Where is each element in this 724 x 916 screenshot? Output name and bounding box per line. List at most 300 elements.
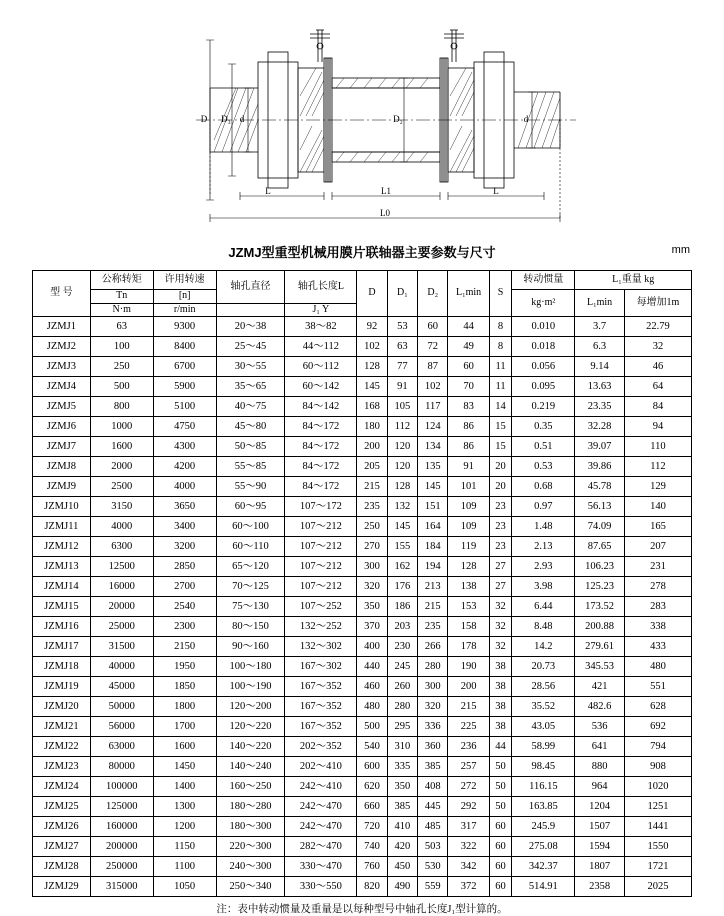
cell-wmin: 1594 [575,837,625,857]
cell-D1: 335 [387,757,417,777]
cell-borelen: 132～252 [285,617,357,637]
cell-torque: 20000 [90,597,153,617]
cell-speed: 3650 [153,497,216,517]
cell-wadd: 207 [624,537,691,557]
cell-inertia: 58.99 [512,737,575,757]
cell-D: 205 [357,457,387,477]
cell-model: JZMJ27 [33,837,91,857]
cell-torque: 100 [90,337,153,357]
cell-borelen: 202～352 [285,737,357,757]
cell-S: 38 [489,657,512,677]
cell-D1: 120 [387,457,417,477]
cell-L1min: 101 [448,477,489,497]
cell-D2: 360 [418,737,448,757]
cell-model: JZMJ25 [33,797,91,817]
cell-bore: 90～160 [216,637,285,657]
table-row [33,617,692,637]
cell-torque: 80000 [90,757,153,777]
cell-borelen: 167～352 [285,697,357,717]
cell-inertia: 2.13 [512,537,575,557]
cell-L1min: 372 [448,877,489,897]
cell-inertia: 0.35 [512,417,575,437]
table-row [33,537,692,557]
cell-inertia: 0.056 [512,357,575,377]
cell-speed: 9300 [153,317,216,337]
cell-D: 128 [357,357,387,377]
cell-wmin: 2358 [575,877,625,897]
cell-S: 14 [489,397,512,417]
cell-bore: 60～110 [216,537,285,557]
cell-model: JZMJ1 [33,317,91,337]
table-row [33,517,692,537]
cell-L1min: 272 [448,777,489,797]
table-row [33,437,692,457]
cell-model: JZMJ28 [33,857,91,877]
cell-L1min: 292 [448,797,489,817]
cell-D: 92 [357,317,387,337]
cell-D1: 91 [387,377,417,397]
cell-speed: 1150 [153,837,216,857]
cell-D1: 145 [387,517,417,537]
cell-L1min: 60 [448,357,489,377]
cell-S: 32 [489,597,512,617]
table-head [33,271,692,317]
cell-wadd: 278 [624,577,691,597]
table-row [33,717,692,737]
unit-label: mm [671,244,690,256]
cell-S: 20 [489,457,512,477]
table-row [33,477,692,497]
cell-speed: 1700 [153,717,216,737]
cell-inertia: 116.15 [512,777,575,797]
cell-D1: 420 [387,837,417,857]
cell-L1min: 178 [448,637,489,657]
cell-borelen: 84～172 [285,457,357,477]
cell-L1min: 91 [448,457,489,477]
cell-wadd: 22.79 [624,317,691,337]
cell-L1min: 109 [448,497,489,517]
cell-D1: 230 [387,637,417,657]
cell-model: JZMJ7 [33,437,91,457]
cell-S: 60 [489,817,512,837]
cell-D: 400 [357,637,387,657]
cell-wmin: 13.63 [575,377,625,397]
cell-inertia: 0.53 [512,457,575,477]
cell-torque: 250000 [90,857,153,877]
cell-D: 102 [357,337,387,357]
cell-S: 60 [489,857,512,877]
cell-D2: 280 [418,657,448,677]
cell-wmin: 1807 [575,857,625,877]
col-weight-min: L₁min [575,290,625,317]
col-speed: 许用转速 [153,271,216,290]
table-row [33,357,692,377]
cell-D1: 63 [387,337,417,357]
cell-speed: 1300 [153,797,216,817]
cell-wmin: 3.7 [575,317,625,337]
cell-D2: 503 [418,837,448,857]
cell-bore: 75～130 [216,597,285,617]
cell-model: JZMJ8 [33,457,91,477]
cell-D1: 410 [387,817,417,837]
cell-D: 300 [357,557,387,577]
cell-torque: 1000 [90,417,153,437]
col-weight-add: 每增加1m [624,290,691,317]
cell-D1: 450 [387,857,417,877]
table-row [33,457,692,477]
coupling-drawing-svg [0,0,724,240]
cell-borelen: 84～172 [285,437,357,457]
table-row [33,797,692,817]
col-torque-sym: Tn [90,290,153,304]
cell-S: 11 [489,377,512,397]
cell-wmin: 106.23 [575,557,625,577]
cell-S: 50 [489,757,512,777]
col-speed-unit: r/min [153,303,216,317]
table-note: 注：表中转动惯量及重量是以每种型号中轴孔长度J₁型计算的。 [216,904,508,915]
cell-L1min: 200 [448,677,489,697]
cell-D1: 245 [387,657,417,677]
cell-model: JZMJ29 [33,877,91,897]
cell-L1min: 44 [448,317,489,337]
cell-bore: 70～125 [216,577,285,597]
cell-S: 38 [489,697,512,717]
dim-label-L-left: L [265,186,271,196]
col-inertia-unit: kg·m² [512,290,575,317]
cell-wadd: 110 [624,437,691,457]
cell-bore: 120～200 [216,697,285,717]
cell-D2: 60 [418,317,448,337]
cell-D2: 485 [418,817,448,837]
cell-D2: 184 [418,537,448,557]
cell-speed: 5900 [153,377,216,397]
cell-D2: 408 [418,777,448,797]
cell-D: 320 [357,577,387,597]
cell-inertia: 28.56 [512,677,575,697]
cell-D: 145 [357,377,387,397]
cell-L1min: 70 [448,377,489,397]
cell-torque: 315000 [90,877,153,897]
dim-label-L1: L1 [381,186,391,196]
cell-wadd: 2025 [624,877,691,897]
table-row [33,317,692,337]
cell-D2: 530 [418,857,448,877]
cell-D2: 164 [418,517,448,537]
cell-wmin: 421 [575,677,625,697]
cell-model: JZMJ18 [33,657,91,677]
cell-model: JZMJ9 [33,477,91,497]
cell-D1: 350 [387,777,417,797]
cell-torque: 6300 [90,537,153,557]
col-bore-dia-sub [216,303,285,317]
cell-speed: 4000 [153,477,216,497]
cell-D: 200 [357,437,387,457]
cell-inertia: 0.095 [512,377,575,397]
cell-D2: 385 [418,757,448,777]
cell-borelen: 282～470 [285,837,357,857]
cell-wmin: 1507 [575,817,625,837]
cell-torque: 45000 [90,677,153,697]
cell-wmin: 173.52 [575,597,625,617]
cell-inertia: 0.010 [512,317,575,337]
cell-bore: 35～65 [216,377,285,397]
cell-D: 460 [357,677,387,697]
cell-speed: 1450 [153,757,216,777]
cell-speed: 3400 [153,517,216,537]
table-row [33,677,692,697]
cell-borelen: 167～352 [285,677,357,697]
cell-borelen: 202～410 [285,757,357,777]
table-row [33,637,692,657]
cell-speed: 1600 [153,737,216,757]
cell-torque: 31500 [90,637,153,657]
cell-D2: 336 [418,717,448,737]
cell-model: JZMJ16 [33,617,91,637]
cell-speed: 1100 [153,857,216,877]
cell-wadd: 1020 [624,777,691,797]
table-row [33,597,692,617]
cell-D1: 132 [387,497,417,517]
col-S: S [489,271,512,317]
cell-D1: 186 [387,597,417,617]
cell-S: 8 [489,317,512,337]
cell-wmin: 39.07 [575,437,625,457]
cell-torque: 25000 [90,617,153,637]
cell-inertia: 35.52 [512,697,575,717]
cell-inertia: 2.93 [512,557,575,577]
cell-D1: 162 [387,557,417,577]
cell-borelen: 84～142 [285,397,357,417]
cell-speed: 1050 [153,877,216,897]
cell-S: 15 [489,437,512,457]
table-row [33,337,692,357]
cell-L1min: 128 [448,557,489,577]
cell-borelen: 330～550 [285,877,357,897]
cell-wmin: 125.23 [575,577,625,597]
cell-wadd: 908 [624,757,691,777]
cell-bore: 50～85 [216,437,285,457]
col-bore-len: 轴孔长度L [285,271,357,304]
cell-borelen: 242～410 [285,777,357,797]
cell-inertia: 0.018 [512,337,575,357]
cell-bore: 30～55 [216,357,285,377]
cell-torque: 1600 [90,437,153,457]
cell-borelen: 107～212 [285,557,357,577]
cell-borelen: 107～212 [285,537,357,557]
cell-model: JZMJ10 [33,497,91,517]
assembly-drawing [0,0,724,240]
cell-model: JZMJ15 [33,597,91,617]
cell-L1min: 86 [448,437,489,457]
cell-wmin: 39.86 [575,457,625,477]
cell-bore: 100～190 [216,677,285,697]
cell-wadd: 64 [624,377,691,397]
cell-L1min: 138 [448,577,489,597]
cell-L1min: 322 [448,837,489,857]
cell-model: JZMJ23 [33,757,91,777]
cell-borelen: 60～112 [285,357,357,377]
col-torque-unit: N·m [90,303,153,317]
cell-S: 50 [489,797,512,817]
cell-borelen: 132～302 [285,637,357,657]
cell-bore: 40～75 [216,397,285,417]
cell-speed: 8400 [153,337,216,357]
cell-torque: 40000 [90,657,153,677]
table-row [33,577,692,597]
cell-D: 480 [357,697,387,717]
table-row [33,417,692,437]
cell-D1: 385 [387,797,417,817]
cell-D1: 176 [387,577,417,597]
cell-D: 350 [357,597,387,617]
cell-S: 20 [489,477,512,497]
cell-inertia: 1.48 [512,517,575,537]
cell-borelen: 44～112 [285,337,357,357]
cell-S: 32 [489,637,512,657]
cell-speed: 1850 [153,677,216,697]
table-row [33,837,692,857]
cell-bore: 45～80 [216,417,285,437]
cell-D2: 102 [418,377,448,397]
cell-D: 370 [357,617,387,637]
col-D: D [357,271,387,317]
cell-S: 23 [489,517,512,537]
cell-wmin: 536 [575,717,625,737]
cell-wadd: 46 [624,357,691,377]
cell-S: 11 [489,357,512,377]
cell-bore: 60～100 [216,517,285,537]
cell-wmin: 32.28 [575,417,625,437]
cell-D1: 128 [387,477,417,497]
cell-borelen: 60～142 [285,377,357,397]
cell-model: JZMJ24 [33,777,91,797]
cell-bore: 160～250 [216,777,285,797]
cell-torque: 63000 [90,737,153,757]
cell-D2: 235 [418,617,448,637]
cell-bore: 55～85 [216,457,285,477]
cell-D1: 295 [387,717,417,737]
cell-model: JZMJ22 [33,737,91,757]
cell-bore: 60～95 [216,497,285,517]
cell-S: 23 [489,537,512,557]
cell-wadd: 628 [624,697,691,717]
cell-inertia: 514.91 [512,877,575,897]
cell-wadd: 94 [624,417,691,437]
cell-speed: 1400 [153,777,216,797]
table-row [33,737,692,757]
cell-wadd: 692 [624,717,691,737]
cell-S: 38 [489,677,512,697]
cell-inertia: 14.2 [512,637,575,657]
cell-bore: 120～220 [216,717,285,737]
cell-S: 27 [489,577,512,597]
col-L1min: L₁min [448,271,489,317]
cell-D2: 213 [418,577,448,597]
cell-D: 540 [357,737,387,757]
dim-label-D3: D₃ [221,114,231,124]
table-row [33,697,692,717]
cell-inertia: 342.37 [512,857,575,877]
col-D1: D₁ [387,271,417,317]
cell-D: 600 [357,757,387,777]
cell-D: 250 [357,517,387,537]
cell-model: JZMJ12 [33,537,91,557]
cell-bore: 180～300 [216,817,285,837]
cell-speed: 2540 [153,597,216,617]
cell-D1: 105 [387,397,417,417]
cell-wadd: 129 [624,477,691,497]
cell-wadd: 231 [624,557,691,577]
cell-bore: 80～150 [216,617,285,637]
cell-D2: 72 [418,337,448,357]
cell-wmin: 964 [575,777,625,797]
cell-wmin: 56.13 [575,497,625,517]
cell-S: 38 [489,717,512,737]
cell-wmin: 482.6 [575,697,625,717]
cell-wmin: 23.35 [575,397,625,417]
cell-torque: 63 [90,317,153,337]
cell-speed: 6700 [153,357,216,377]
cell-wadd: 1721 [624,857,691,877]
table-row [33,817,692,837]
cell-D2: 300 [418,677,448,697]
cell-inertia: 0.51 [512,437,575,457]
cell-bore: 100～180 [216,657,285,677]
cell-borelen: 107～212 [285,577,357,597]
cell-L1min: 317 [448,817,489,837]
cell-D: 740 [357,837,387,857]
cell-D: 820 [357,877,387,897]
cell-wadd: 112 [624,457,691,477]
dim-label-L0: L0 [380,208,390,218]
col-weight-group: L₁重量 kg [575,271,692,290]
cell-wmin: 74.09 [575,517,625,537]
cell-model: JZMJ5 [33,397,91,417]
cell-D1: 310 [387,737,417,757]
cell-wmin: 45.78 [575,477,625,497]
cell-L1min: 86 [448,417,489,437]
dim-label-L-right: L [493,186,499,196]
cell-torque: 200000 [90,837,153,857]
col-bore-len-sub: J₁ Y [285,303,357,317]
cell-L1min: 190 [448,657,489,677]
title-row [0,242,724,266]
cell-inertia: 275.08 [512,837,575,857]
cell-inertia: 8.48 [512,617,575,637]
cell-D2: 194 [418,557,448,577]
cell-inertia: 0.68 [512,477,575,497]
cell-D: 235 [357,497,387,517]
cell-model: JZMJ3 [33,357,91,377]
table-row [33,557,692,577]
cell-D2: 87 [418,357,448,377]
cell-L1min: 153 [448,597,489,617]
cell-torque: 160000 [90,817,153,837]
cell-speed: 2150 [153,637,216,657]
cell-D2: 151 [418,497,448,517]
cell-inertia: 3.98 [512,577,575,597]
cell-bore: 140～220 [216,737,285,757]
cell-S: 15 [489,417,512,437]
cell-D2: 320 [418,697,448,717]
cell-D: 620 [357,777,387,797]
cell-borelen: 242～470 [285,797,357,817]
cell-borelen: 107～252 [285,597,357,617]
cell-torque: 100000 [90,777,153,797]
cell-inertia: 163.85 [512,797,575,817]
table-row [33,757,692,777]
dim-label-d-right: d [523,114,529,124]
